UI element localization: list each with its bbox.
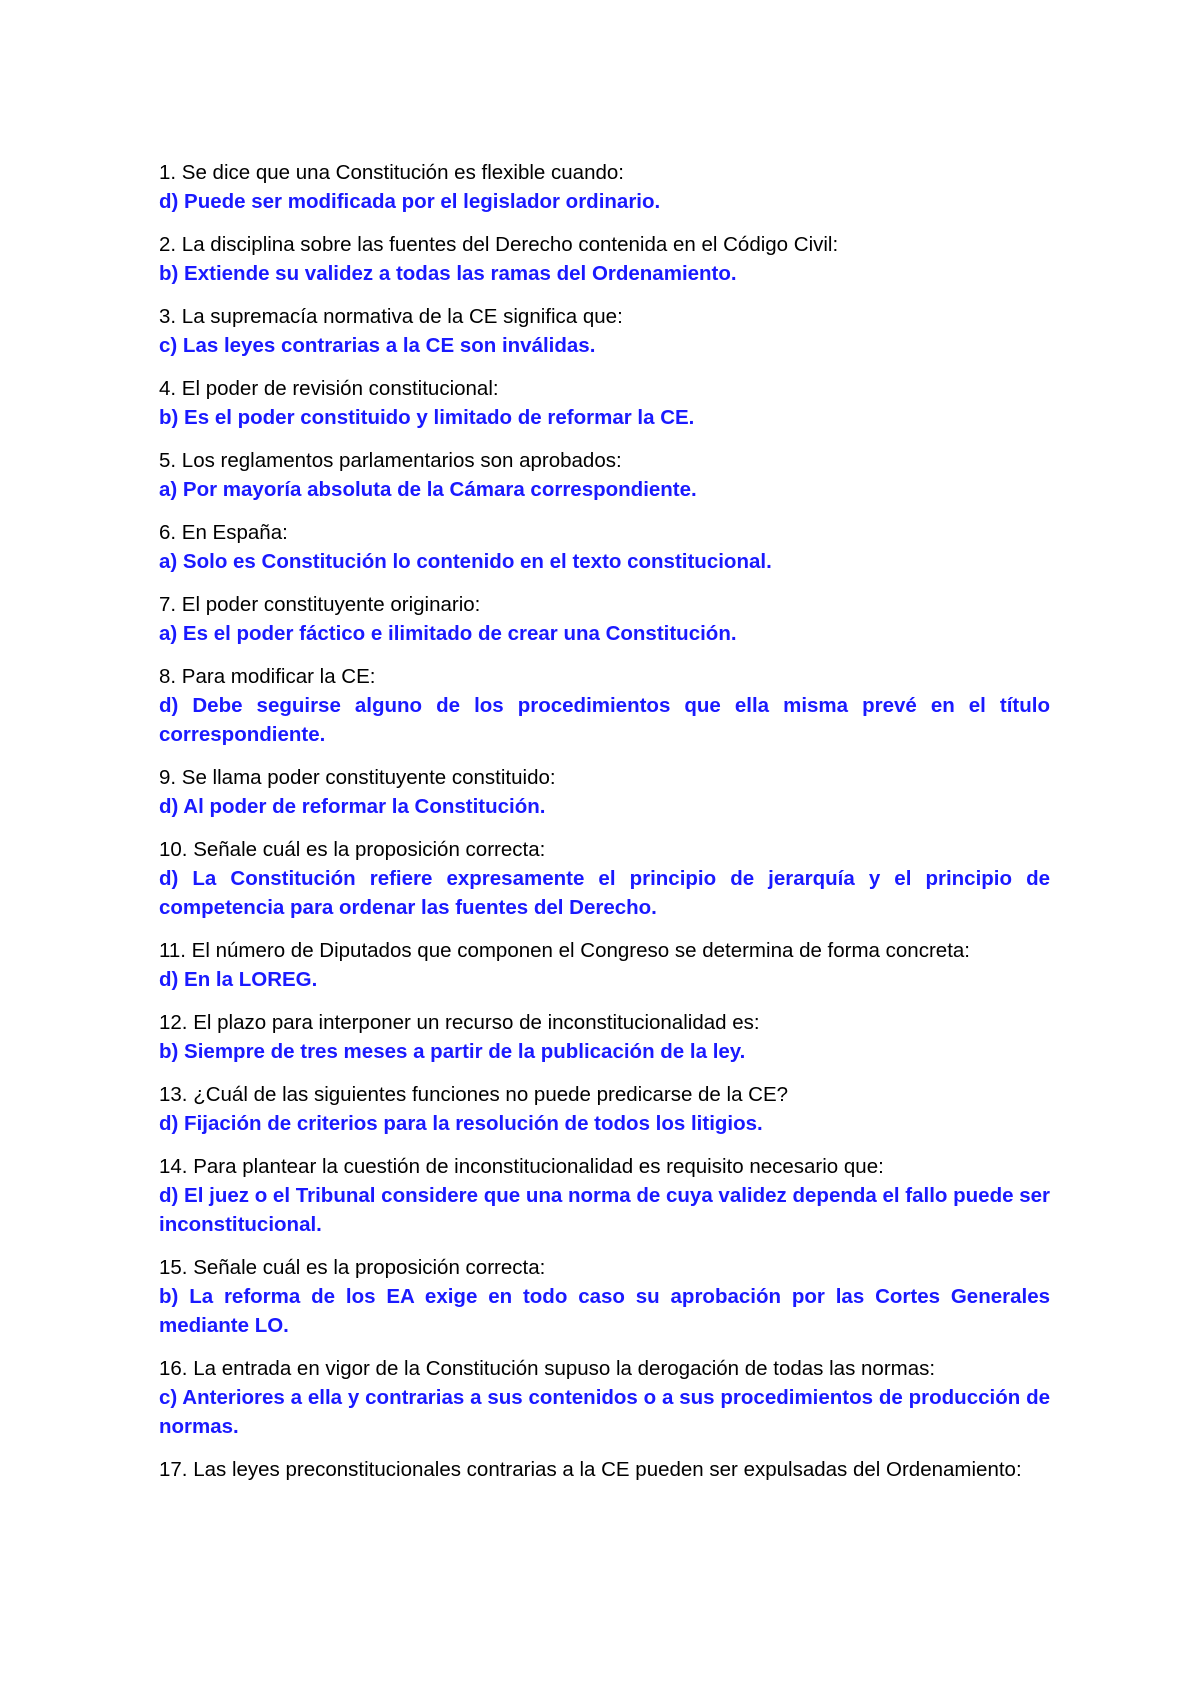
question-text: 1. Se dice que una Constitución es flexible cuando: [159, 161, 624, 184]
answer-text: c) Anteriores a ella y contrarias a sus contenidos o a sus procedimientos de producción de normas. [159, 1386, 1050, 1438]
answer-text: d) Debe seguirse alguno de los procedimientos que ella misma prevé en el título correspondiente. [159, 694, 1050, 746]
question-text: 2. La disciplina sobre las fuentes del Derecho contenida en el Código Civil: [159, 233, 839, 256]
qa-item-2 [159, 230, 1050, 288]
qa-item-6 [159, 518, 1050, 576]
qa-item-3 [159, 302, 1050, 360]
question-text: 14. Para plantear la cuestión de inconstitucionalidad es requisito necesario que: [159, 1155, 884, 1178]
answer-text: b) Es el poder constituido y limitado de reformar la CE. [159, 406, 695, 429]
answer-text: d) Al poder de reformar la Constitución. [159, 795, 546, 818]
qa-item-16 [159, 1354, 1050, 1441]
qa-item-11 [159, 936, 1050, 994]
answer-text: a) Por mayoría absoluta de la Cámara correspondiente. [159, 478, 697, 501]
answer-text: b) Siempre de tres meses a partir de la publicación de la ley. [159, 1040, 746, 1063]
qa-item-15 [159, 1253, 1050, 1340]
answer-text: b) La reforma de los EA exige en todo caso su aprobación por las Cortes Generales mediante LO. [159, 1285, 1050, 1337]
qa-item-8 [159, 662, 1050, 749]
question-text: 17. Las leyes preconstitucionales contrarias a la CE pueden ser expulsadas del Ordenamiento: [159, 1458, 1022, 1481]
question-text: 8. Para modificar la CE: [159, 665, 376, 688]
question-text: 3. La supremacía normativa de la CE significa que: [159, 305, 623, 328]
question-text: 16. La entrada en vigor de la Constitución supuso la derogación de todas las normas: [159, 1357, 936, 1380]
qa-item-7 [159, 590, 1050, 648]
question-text: 13. ¿Cuál de las siguientes funciones no puede predicarse de la CE? [159, 1083, 789, 1106]
question-text: 6. En España: [159, 521, 288, 544]
question-text: 9. Se llama poder constituyente constituido: [159, 766, 556, 789]
qa-item-12 [159, 1008, 1050, 1066]
question-text: 4. El poder de revisión constitucional: [159, 377, 499, 400]
answer-text: a) Es el poder fáctico e ilimitado de crear una Constitución. [159, 622, 737, 645]
question-text: 11. El número de Diputados que componen el Congreso se determina de forma concreta: [159, 939, 970, 962]
answer-text: d) En la LOREG. [159, 968, 318, 991]
answer-text: b) Extiende su validez a todas las ramas del Ordenamiento. [159, 262, 737, 285]
answer-text: d) Puede ser modificada por el legislador ordinario. [159, 190, 661, 213]
qa-item-9 [159, 763, 1050, 821]
qa-item-10 [159, 835, 1050, 922]
question-text: 15. Señale cuál es la proposición correcta: [159, 1256, 546, 1279]
answer-text: c) Las leyes contrarias a la CE son inválidas. [159, 334, 596, 357]
answer-text: d) La Constitución refiere expresamente el principio de jerarquía y el principio de competencia para ordenar las fuentes del Derecho. [159, 867, 1050, 919]
qa-item-14 [159, 1152, 1050, 1239]
question-text: 7. El poder constituyente originario: [159, 593, 481, 616]
question-list [159, 158, 1050, 1498]
question-text: 10. Señale cuál es la proposición correcta: [159, 838, 546, 861]
answer-text: d) El juez o el Tribunal considere que una norma de cuya validez dependa el fallo puede ser inconstitucional. [159, 1184, 1050, 1236]
answer-text: d) Fijación de criterios para la resolución de todos los litigios. [159, 1112, 763, 1135]
question-text: 5. Los reglamentos parlamentarios son aprobados: [159, 449, 622, 472]
answer-text: a) Solo es Constitución lo contenido en el texto constitucional. [159, 550, 772, 573]
question-text: 12. El plazo para interponer un recurso de inconstitucionalidad es: [159, 1011, 760, 1034]
qa-item-4 [159, 374, 1050, 432]
qa-item-1 [159, 158, 1050, 216]
qa-item-5 [159, 446, 1050, 504]
qa-item-13 [159, 1080, 1050, 1138]
qa-item-17 [159, 1455, 1050, 1484]
